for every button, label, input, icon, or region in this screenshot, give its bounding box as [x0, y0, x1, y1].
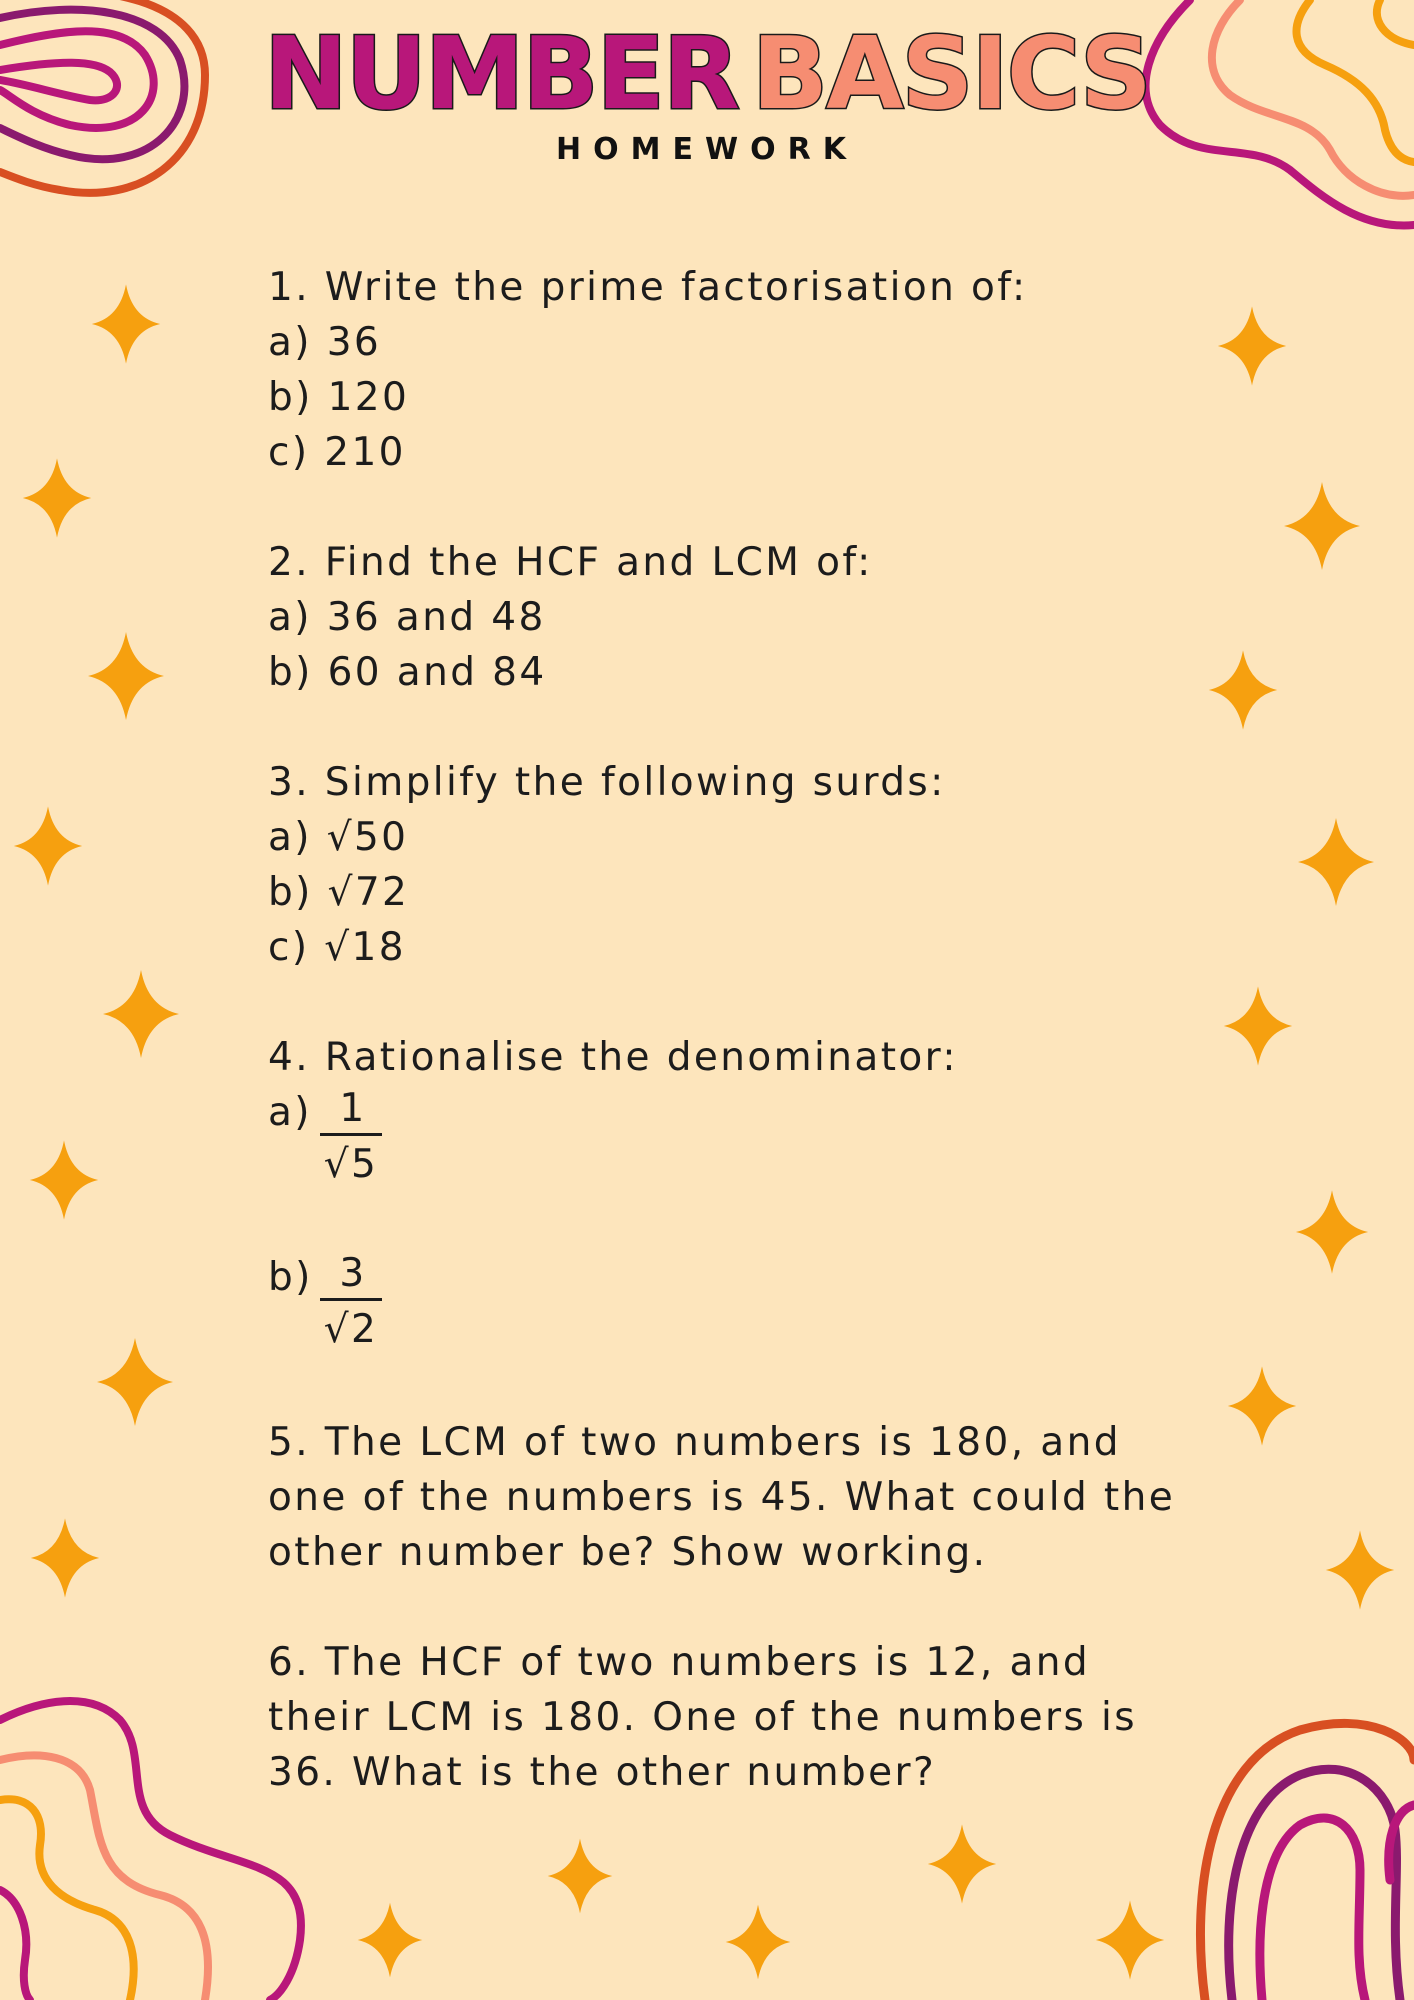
spacer	[268, 1580, 1168, 1635]
question-1-part-a: a) 36	[268, 320, 382, 365]
question-1-prompt: 1. Write the prime factorisation of:	[268, 265, 1028, 310]
question-1-part-b: b) 120	[268, 375, 410, 420]
question-6-line: their LCM is 180. One of the numbers is	[268, 1695, 1137, 1740]
page-title	[0, 14, 1414, 134]
spacer	[268, 1195, 1168, 1250]
fraction-denominator: √5	[323, 1142, 379, 1187]
fraction-numerator: 3	[320, 1250, 382, 1301]
part-label: b)	[268, 1255, 313, 1300]
title-word-basics: BASICS	[751, 15, 1151, 132]
question-6-line: 6. The HCF of two numbers is 12, and	[268, 1640, 1091, 1685]
question-4-part-b	[268, 1250, 1168, 1360]
fraction	[320, 1250, 382, 1359]
title-word-number: NUMBER	[263, 15, 738, 132]
spacer	[268, 1360, 1168, 1415]
question-3-prompt: 3. Simplify the following surds:	[268, 760, 946, 805]
question-2-prompt: 2. Find the HCF and LCM of:	[268, 540, 873, 585]
part-label: a)	[268, 1090, 312, 1135]
question-6	[268, 1635, 1168, 1800]
question-2-part-b: b) 60 and 84	[268, 650, 547, 695]
question-1-part-c: c) 210	[268, 430, 406, 475]
spacer	[268, 480, 1168, 535]
bottom-right-wave-decoration	[1200, 1723, 1414, 2000]
question-3-part-b: b) √72	[268, 870, 410, 915]
question-4-prompt: 4. Rationalise the denominator:	[268, 1035, 958, 1080]
question-2-part-a: a) 36 and 48	[268, 595, 546, 640]
question-5	[268, 1415, 1176, 1580]
bottom-left-wave-decoration	[0, 1701, 301, 2000]
question-5-line: other number be? Show working.	[268, 1530, 988, 1575]
question-3-part-c: c) √18	[268, 925, 406, 970]
question-5-line: 5. The LCM of two numbers is 180, and	[268, 1420, 1121, 1465]
fraction-denominator: √2	[323, 1307, 379, 1352]
question-list	[268, 260, 1176, 1800]
question-5-line: one of the numbers is 45. What could the	[268, 1475, 1176, 1520]
question-4-part-a	[268, 1085, 1168, 1195]
question-6-line: 36. What is the other number?	[268, 1750, 937, 1795]
fraction-numerator: 1	[320, 1085, 382, 1136]
page-subtitle: HOMEWORK	[556, 132, 858, 167]
question-3-part-a: a) √50	[268, 815, 409, 860]
fraction	[320, 1085, 382, 1194]
worksheet-header	[0, 14, 1414, 167]
spacer	[268, 975, 1168, 1030]
spacer	[268, 700, 1168, 755]
